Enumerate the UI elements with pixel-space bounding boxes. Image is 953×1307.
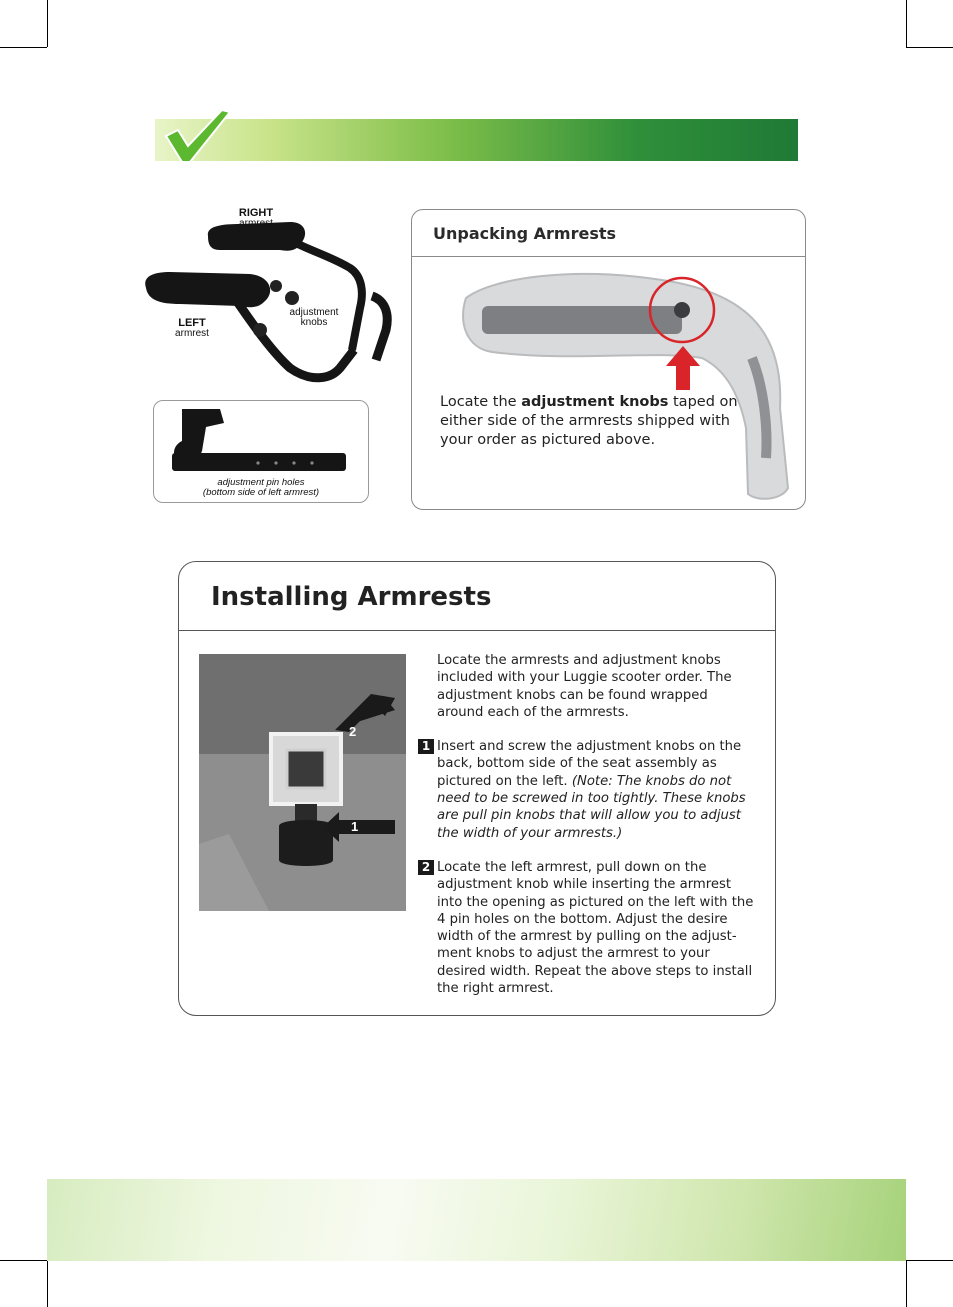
adjustment-knobs-label <box>284 308 344 328</box>
left-armrest-label <box>168 318 216 339</box>
right-armrest-title: RIGHT <box>238 207 274 219</box>
crop-mark <box>906 1260 953 1261</box>
crop-mark <box>906 1260 907 1307</box>
unpacking-text <box>440 393 740 450</box>
pin-caption-line1: adjustment pin holes <box>217 477 305 488</box>
crop-mark <box>47 0 48 47</box>
crop-mark <box>0 47 47 48</box>
step-1-note: (Note: The knobs do not need to be screwed in too tightly. These knobs are pull pin knobs that will allow you to adjust the width of your armrests.) <box>437 773 746 841</box>
pin-holes-figure <box>153 400 369 503</box>
left-armrest-sub: armrest <box>175 328 209 339</box>
header-band <box>155 119 798 161</box>
installing-instructions <box>421 652 757 1014</box>
checkmark-icon <box>160 106 232 166</box>
pin-holes-caption <box>154 478 368 498</box>
installing-title: Installing Armrests <box>211 582 492 612</box>
crop-mark <box>47 1260 48 1307</box>
unpacking-text-start: Locate the <box>440 394 522 410</box>
divider <box>179 630 775 631</box>
crop-mark <box>0 1260 47 1261</box>
right-armrest-label <box>232 208 280 229</box>
bubble-wrapped-armrest-photo <box>452 258 802 508</box>
step-1-badge: 1 <box>418 739 434 754</box>
knobs-label-line1: adjustment <box>289 307 339 318</box>
unpacking-text-end: taped on either side of the armrests shipped with your order as pictured above. <box>440 394 738 448</box>
crop-mark <box>906 47 953 48</box>
right-armrest-sub: armrest <box>239 218 273 229</box>
left-armrest-title: LEFT <box>178 317 206 329</box>
footer-band <box>47 1179 906 1261</box>
installing-step-2 <box>421 859 757 997</box>
unpacking-panel <box>411 209 806 510</box>
step-1-text: Insert and screw the adjustment knobs on the back, bottom side of the seat assembly as pictured on the left. <box>437 739 742 789</box>
installing-intro: Locate the armrests and adjustment knobs included with your Luggie scooter order. The adjustment knobs can be found wrapped around each of the armrests. <box>437 653 732 720</box>
step-2-text: Locate the left armrest, pull down on the adjustment knob while inserting the armrest into the opening as pictured on the left with the 4 pin holes on the bottom. Adjust the desire width of the armrest by pulling on the adjust-ment knobs to adjust the armrest to your desired width. Repeat the above steps to install the right armrest. <box>437 859 754 997</box>
unpacking-text-bold: adjustment knobs <box>521 394 669 410</box>
seat-assembly-photo <box>199 654 406 911</box>
arrow-2-label: 2 <box>349 724 357 739</box>
pin-caption-line2: (bottom side of left armrest) <box>202 487 320 498</box>
installing-step-1 <box>421 738 757 842</box>
crop-mark <box>906 0 907 47</box>
step-2-badge: 2 <box>418 860 434 875</box>
unpacking-title: Unpacking Armrests <box>433 224 617 243</box>
knobs-label-line2: knobs <box>300 317 328 328</box>
divider <box>412 256 805 257</box>
arrow-1-label: 1 <box>351 819 359 834</box>
installing-panel <box>178 561 776 1016</box>
